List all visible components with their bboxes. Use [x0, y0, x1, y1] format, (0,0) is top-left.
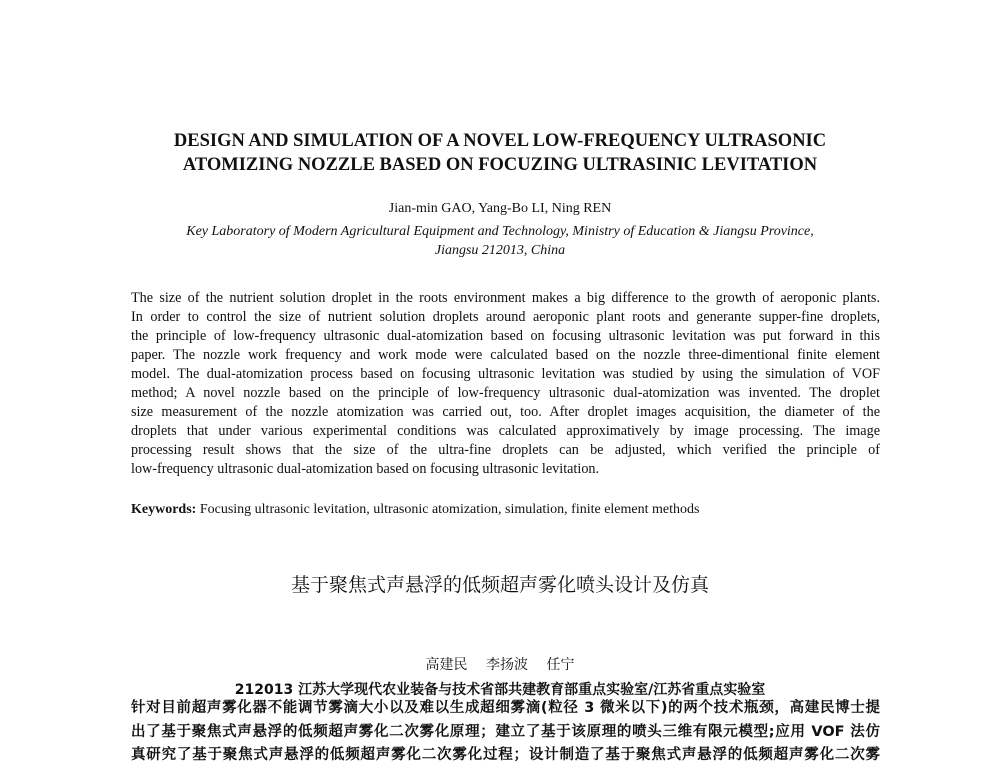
keywords: [131, 502, 699, 518]
abstract-line: droplets that under various experimental conditions was calculated approximatively by image processing. The image: [131, 423, 880, 439]
affiliation-line: Jiangsu 212013, China: [434, 243, 566, 258]
paper-title: [0, 129, 1000, 177]
title-line: ATOMIZING NOZZLE BASED ON FOCUZING ULTRASINIC LEVITATION: [182, 155, 818, 175]
abstract-line: processing result shows that the size of the ultra-fine droplets can be adjusted, which verified the principle of: [131, 442, 880, 458]
keywords-text: Focusing ultrasonic levitation, ultrasonic atomization, simulation, finite element methods: [196, 502, 700, 517]
abstract-line: In order to control the size of nutrient solution droplets around aeroponic plant roots and generante supper-fine droplets,: [131, 309, 880, 325]
chinese-line: 真研究了基于聚焦式声悬浮的低频超声雾化二次雾化过程；设计制造了基于聚焦式声悬浮的低频超声雾化二次雾: [131, 747, 880, 763]
keywords-label: Keywords:: [131, 502, 197, 517]
chinese-affiliation: 212013 江苏大学现代农业装备与技术省部共建教育部重点实验室/江苏省重点实验室: [234, 682, 766, 698]
chinese-authors: 高建民 李扬波 任宁: [425, 657, 575, 673]
abstract-line: size measurement of the nozzle atomization was carried out, too. After droplet images acquisition, the diameter of the: [131, 404, 880, 420]
abstract-line: model. The dual-atomization process based on focusing ultrasonic levitation was studied by using the simulation of VOF: [131, 366, 880, 382]
affiliation-line: Key Laboratory of Modern Agricultural Equipment and Technology, Ministry of Education & Jiangsu Province,: [186, 224, 814, 239]
abstract-line: method; A novel nozzle based on the principle of low-frequency ultrasonic dual-atomization was invented. The droplet: [131, 385, 880, 401]
authors: Jian-min GAO, Yang-Bo LI, Ning REN: [388, 201, 612, 216]
chinese-line: 出了基于聚焦式声悬浮的低频超声雾化二次雾化原理；建立了基于该原理的喷头三维有限元模型;应用 VOF 法仿: [131, 724, 880, 740]
chinese-line: 针对目前超声雾化器不能调节雾滴大小以及难以生成超细雾滴(粒径 3 微米以下)的两个技术瓶颈，高建民博士提: [131, 700, 880, 716]
abstract-line: low-frequency ultrasonic dual-atomization based on focusing ultrasonic levitation.: [131, 461, 600, 477]
abstract-line: The size of the nutrient solution droplet in the roots environment makes a big difference to the growth of aeroponic plants.: [131, 290, 880, 306]
title-line: DESIGN AND SIMULATION OF A NOVEL LOW-FREQUENCY ULTRASONIC: [173, 131, 827, 151]
affiliation: [0, 222, 1000, 260]
abstract-line: paper. The nozzle work frequency and work mode were calculated based on the nozzle three-dimentional finite element: [131, 347, 880, 363]
abstract-line: the principle of low-frequency ultrasonic dual-atomization based on focusing ultrasonic levitation was put forward in this: [131, 328, 880, 344]
chinese-title: 基于聚焦式声悬浮的低频超声雾化喷头设计及仿真: [290, 574, 709, 596]
